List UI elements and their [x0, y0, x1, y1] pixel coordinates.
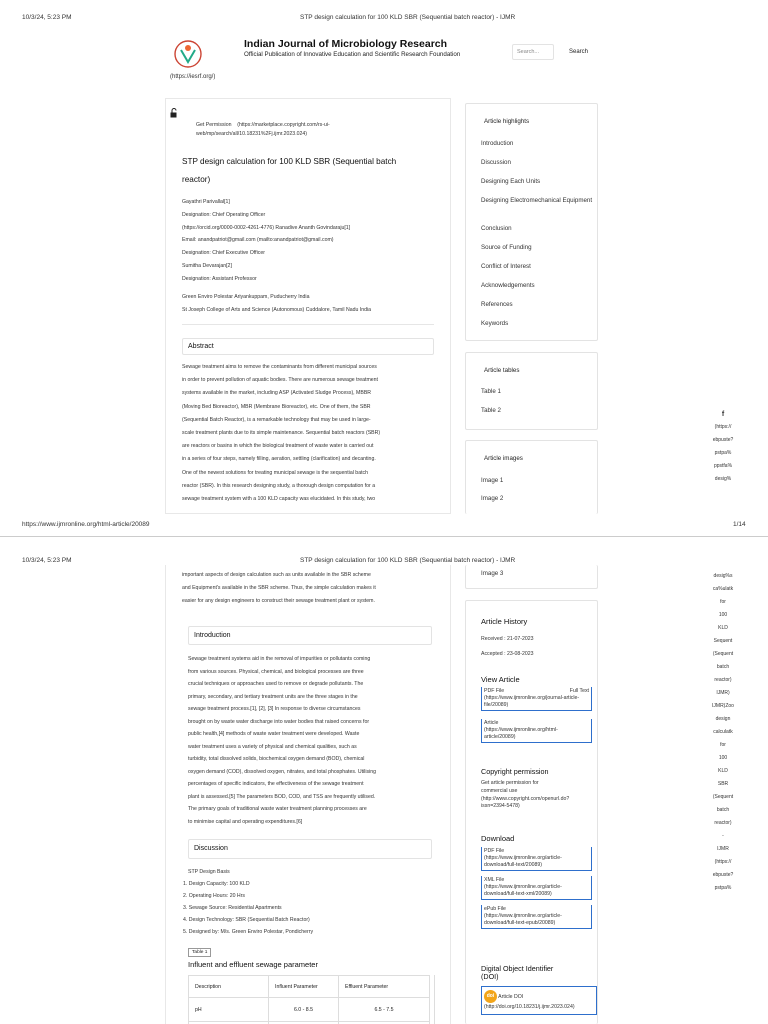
- doi-title: [481, 965, 553, 981]
- share-link[interactable]: desig%s: [713, 573, 733, 579]
- design-basis-item: 1. Design Capacity: 100 KLD: [183, 881, 250, 887]
- facebook-icon[interactable]: f: [721, 411, 725, 418]
- logo-icon: [172, 38, 204, 70]
- table-link-1[interactable]: Table 1: [481, 388, 501, 395]
- table-cell: 6.5 - 7.5: [339, 998, 430, 1022]
- share-column-2: [706, 570, 740, 895]
- download-epub-link[interactable]: [481, 905, 592, 929]
- copyright-link[interactable]: [481, 780, 596, 811]
- design-basis: [183, 866, 450, 938]
- search-input[interactable]: Search...: [512, 44, 554, 60]
- article-tables-panel: [465, 352, 598, 430]
- intro-line: Sewage treatment systems aid in the removal of impurities or pollutants coming: [188, 656, 371, 662]
- share-link[interactable]: pstpa%: [714, 885, 732, 891]
- abstract-line: important aspects of design calculation such as units available in the SBR scheme: [182, 572, 371, 578]
- intro-line: The primary goals of traditional waste water treatment planning processes are: [188, 806, 367, 812]
- share-link[interactable]: IJMR: [717, 846, 729, 852]
- abstract-line: sewage treatment system with a 100 KLD capacity was elucidated. In this study, two: [182, 496, 376, 503]
- share-link[interactable]: desig%: [714, 476, 732, 482]
- highlights-title: Article highlights: [484, 118, 530, 125]
- download-pdf-label: PDF File: [484, 848, 505, 854]
- highlight-item-conclusion[interactable]: Conclusion: [481, 225, 512, 232]
- download-title: Download: [481, 834, 515, 843]
- abstract-line: in order to prevent pollution of aquatic bodies. There are numerous sewage treatment: [182, 377, 378, 384]
- tables-title: Article tables: [484, 367, 520, 374]
- abstract-line: easier for any design engineers to construct their sewage treatment plant or system.: [182, 598, 375, 604]
- affiliation: St Joseph College of Arts and Science (Autonomous) Cuddalore, Tamil Nadu India: [182, 307, 372, 313]
- image-link-2[interactable]: Image 2: [481, 495, 504, 502]
- print-datetime: 10/3/24, 5:23 PM: [22, 14, 72, 21]
- author-line: Gayathri Parivallal[1]: [182, 199, 230, 205]
- design-basis-title: STP Design Basis: [188, 869, 230, 875]
- intro-line: brought on by waste water discharge into water bodies that raised concerns for: [188, 718, 370, 725]
- share-link[interactable]: (Sequent: [712, 651, 734, 657]
- share-link[interactable]: for: [720, 599, 726, 605]
- parameter-table: [188, 975, 430, 1024]
- history-title: Article History: [481, 617, 528, 626]
- share-link[interactable]: ppstfa%: [713, 463, 733, 469]
- share-link[interactable]: -: [722, 833, 724, 839]
- abstract-line: Sewage treatment aims to remove the contaminants from different municipal sources: [182, 364, 377, 370]
- view-title: View Article: [481, 675, 520, 684]
- share-link[interactable]: reactor): [714, 677, 732, 683]
- share-link[interactable]: ebpuste?: [712, 872, 734, 878]
- share-link[interactable]: IJMR): [716, 690, 730, 696]
- print-footer-page: 1/14: [733, 521, 746, 528]
- abstract-text: [182, 361, 448, 506]
- search-button[interactable]: Search: [569, 49, 589, 55]
- received-date: Received : 21-07-2023: [481, 636, 534, 642]
- share-link[interactable]: ebpuste?: [712, 437, 734, 443]
- intro-line: to minimise capital and operating expenditures.[6]: [188, 818, 303, 825]
- share-link[interactable]: pstpa%: [714, 450, 732, 456]
- get-permission-link[interactable]: [196, 121, 416, 139]
- share-link[interactable]: design: [715, 716, 731, 722]
- author-line[interactable]: Email: anandpatriot@gmail.com (mailto:anandpatriot@gmail.com): [182, 237, 334, 244]
- design-basis-item: 2. Operating Hours: 20 Hrs: [183, 893, 245, 899]
- article-info-panel: [465, 600, 598, 1024]
- permission-url: (https://marketplace.copyright.com/rs-ui-web/mp/search/all/10.18231%2Fj.ijmr.2023.024): [196, 122, 330, 137]
- table-row: [189, 998, 430, 1022]
- highlight-item-discussion[interactable]: Discussion: [481, 159, 511, 166]
- intro-line: primary, secondary, and tertiary treatment units are the three stages in the: [188, 693, 358, 700]
- share-link[interactable]: for: [720, 742, 726, 748]
- download-xml-link[interactable]: [481, 876, 592, 900]
- print-title: STP design calculation for 100 KLD SBR (Sequential batch reactor) - IJMR: [300, 14, 516, 21]
- intro-line: turbidity, total dissolved solids, biochemical oxygen demand (BOD), chemical: [188, 756, 365, 762]
- article-title-line1: STP design calculation for 100 KLD SBR (Sequential batch: [182, 157, 397, 166]
- image-link-3[interactable]: Image 3: [481, 570, 504, 577]
- highlight-item-keywords[interactable]: Keywords: [481, 320, 509, 327]
- doi-label: Article DOI: [498, 993, 524, 1000]
- abstract-line: in a series of four steps, namely filling, aeration, settling (clarification) and decanting.: [182, 456, 376, 463]
- logo-link[interactable]: (https://iesrf.org/): [170, 74, 216, 80]
- highlight-item-introduction[interactable]: Introduction: [481, 140, 514, 147]
- lock-open-icon: [170, 105, 178, 123]
- introduction-heading: Introduction: [188, 626, 432, 645]
- full-text-url: (https://www.ijmronline.org/html-article/20089): [484, 727, 558, 740]
- site-subtitle: Official Publication of Innovative Education and Scientific Research Foundation: [244, 51, 461, 58]
- share-link[interactable]: KLD: [718, 625, 728, 631]
- abstract-line: reactor (SBR). In this research designing study, a thorough design computation for a: [182, 482, 376, 489]
- highlight-item-electromechanical[interactable]: Designing Electromechanical Equipment: [481, 197, 593, 204]
- table-header-cell: Description: [189, 976, 269, 998]
- view-pdf-url: (https://www.ijmronline.org/journal-article-file/20089): [484, 695, 580, 708]
- design-basis-item: 5. Designed by: M/s. Green Enviro Polestar, Pondicherry: [183, 929, 314, 935]
- share-link[interactable]: ca%ulatk: [712, 586, 734, 592]
- affiliation: Green Enviro Polestar Ariyankuppam, Puducherry India: [182, 294, 310, 300]
- view-pdf-link[interactable]: [481, 687, 592, 711]
- article-highlights-panel: [465, 103, 598, 341]
- download-epub-label: ePub File: [484, 906, 506, 912]
- highlight-item-funding[interactable]: Source of Funding: [481, 244, 532, 251]
- print-footer-url: https://www.ijmronline.org/html-article/20089: [22, 521, 150, 528]
- copyright-line: issn=2394-5478): [481, 803, 520, 810]
- abstract-line: and Equipment's available in the SBR scheme. Thus, the simple calculation makes it: [182, 585, 376, 591]
- abstract-line: systems available in the market, including ASP (Activated Sludge Process), MBBR: [182, 390, 372, 397]
- highlights-nav: [481, 140, 593, 339]
- abstract-line: are reactors or basins in which the biological treatment of waste water is carried out: [182, 443, 374, 450]
- image-link-1[interactable]: Image 1: [481, 477, 504, 484]
- intro-line: water treatment uses a variety of physical and chemical qualities, such as: [188, 743, 357, 750]
- design-basis-item: 4. Design Technology: SBR (Sequential Batch Reactor): [183, 917, 310, 923]
- full-text-prefix: Article: [484, 720, 499, 726]
- discussion-heading: Discussion: [188, 839, 432, 859]
- site-name: Indian Journal of Microbiology Research: [244, 38, 448, 50]
- intro-line: from various sources. Physical, chemical, and biological processes are three: [188, 668, 364, 675]
- author-line: Designation: Chief Executive Officer: [182, 250, 265, 257]
- site-logo[interactable]: [172, 38, 204, 70]
- table-cell: pH: [189, 998, 269, 1022]
- permission-label: Get Permission: [196, 122, 232, 128]
- share-link[interactable]: (https://: [714, 859, 732, 865]
- table-tag: Table 1: [188, 948, 211, 957]
- doi-url: (http://doi.org/10.18231/j.ijmr.2023.024): [484, 1004, 575, 1010]
- doi-link[interactable]: [481, 986, 597, 1015]
- affiliations: [182, 291, 452, 317]
- author-line: Designation: Chief Operating Officer: [182, 211, 266, 218]
- introduction-text: [188, 653, 450, 828]
- download-pdf-link[interactable]: [481, 847, 592, 871]
- abstract-line: (Moving Bed Bioreactor), MBR (Membrane Bioreactor), etc. One of them, the SBR: [182, 403, 371, 410]
- share-link[interactable]: (https://: [714, 424, 732, 430]
- author-line[interactable]: (https://orcid.org/0000-0002-4261-4776) Ranadive Ananth Govindaraju[1]: [182, 224, 351, 231]
- table-edge: [434, 975, 435, 1024]
- share-link[interactable]: 100: [718, 755, 728, 761]
- abstract-line: (Sequential Batch Reactor), is a remarkable technology that may be used in large-: [182, 416, 371, 423]
- highlight-item-conflict[interactable]: Conflict of Interest: [481, 263, 531, 270]
- doi-title-line: (DOI): [481, 972, 499, 981]
- full-text-label: Full Text: [569, 688, 589, 694]
- article-panel-continued: [165, 565, 451, 1024]
- author-line: Sumitha Devarajan[2]: [182, 262, 232, 269]
- accepted-date: Accepted : 23-08-2023: [481, 651, 534, 657]
- doi-icon: doi: [484, 990, 497, 1003]
- page-separator: [0, 536, 768, 537]
- highlight-item-designing-units[interactable]: Designing Each Units: [481, 178, 541, 185]
- table-header-cell: Effluent Parameter: [339, 976, 430, 998]
- share-column-1: [706, 408, 740, 486]
- table-header-cell: Influent Parameter: [269, 976, 339, 998]
- table-header-row: [189, 976, 430, 998]
- view-full-text-link[interactable]: [481, 719, 592, 743]
- download-xml-label: XML File: [484, 877, 505, 883]
- author-line: Designation: Assistant Professor: [182, 275, 257, 282]
- divider: [182, 324, 434, 325]
- table-title: Influent and effluent sewage parameter: [188, 960, 318, 969]
- article-images-panel: [465, 440, 598, 514]
- copyright-line: (http://www.copyright.com/openurl.do?: [481, 795, 570, 802]
- download-pdf-url: (https://www.ijmronline.org/article-download/full-text/20089): [484, 855, 562, 868]
- intro-line: oxygen demand (COD), dissolved oxygen, nitrates, and total phosphates. Utilising: [188, 768, 377, 775]
- doi-title-line: Digital Object Identifier: [481, 964, 554, 973]
- history-dates: [481, 632, 534, 662]
- table-cell: 6.0 - 8.5: [269, 998, 339, 1022]
- print-title: STP design calculation for 100 KLD SBR (Sequential batch reactor) - IJMR: [300, 557, 516, 564]
- article-panel: [165, 98, 451, 514]
- intro-line: sewage treatment process.[1], [2], [3] In response to diverse circumstances: [188, 706, 361, 712]
- abstract-text-continued: [182, 569, 448, 608]
- intro-line: crucial techniques or approaches used to remove or degrade pollutants. The: [188, 681, 364, 687]
- article-images-panel-continued: [465, 565, 598, 589]
- copyright-line: commercial use: [481, 787, 518, 794]
- share-link[interactable]: batch: [716, 807, 730, 813]
- design-basis-item: 3. Sewage Source: Residential Apartments: [183, 905, 282, 911]
- abstract-heading: Abstract: [182, 338, 434, 355]
- download-xml-url: (https://www.ijmronline.org/article-download/full-text-xml/20089): [484, 884, 562, 897]
- table-link-2[interactable]: Table 2: [481, 407, 501, 414]
- print-datetime: 10/3/24, 5:23 PM: [22, 557, 72, 564]
- share-link[interactable]: (Sequent: [712, 794, 734, 800]
- highlight-item-acknowledgements[interactable]: Acknowledgements: [481, 282, 535, 289]
- authors-block: [182, 196, 452, 286]
- share-link[interactable]: KLD: [718, 768, 728, 774]
- download-epub-url: (https://www.ijmronline.org/article-download/full-text-epub/20089): [484, 913, 562, 926]
- intro-line: public health,[4] methods of waste water treatment were developed. Waste: [188, 731, 360, 737]
- share-link[interactable]: batch: [716, 664, 730, 670]
- images-title: Article images: [484, 455, 523, 462]
- article-title: [182, 153, 442, 189]
- article-title-line2: reactor): [182, 175, 211, 184]
- view-pdf-label: PDF File: [484, 688, 505, 694]
- share-link[interactable]: calculatk: [713, 729, 733, 735]
- abstract-line: scale treatment plants due to its simple maintenance. Sequential batch reactors (SBR): [182, 430, 381, 437]
- abstract-line: One of the newest solutions for treating municipal sewage is the sequential batch: [182, 469, 368, 476]
- share-link[interactable]: reactor): [714, 820, 732, 826]
- intro-line: percentages of specific indicators, the effectiveness of the sewage treatment: [188, 781, 364, 787]
- share-link[interactable]: 100: [718, 612, 728, 618]
- share-link[interactable]: Sequent: [713, 638, 733, 644]
- copyright-line: Get article permission for: [481, 780, 539, 786]
- print-header-1: [0, 0, 768, 20]
- share-link[interactable]: IJMR)Zoo: [712, 703, 734, 709]
- highlight-item-references[interactable]: References: [481, 301, 513, 308]
- copyright-title: Copyright permission: [481, 767, 549, 776]
- intro-line: plant is assessed.[5] The parameters BOD, COD, and TSS are frequently utilised.: [188, 793, 376, 800]
- share-link[interactable]: SBR: [717, 781, 729, 787]
